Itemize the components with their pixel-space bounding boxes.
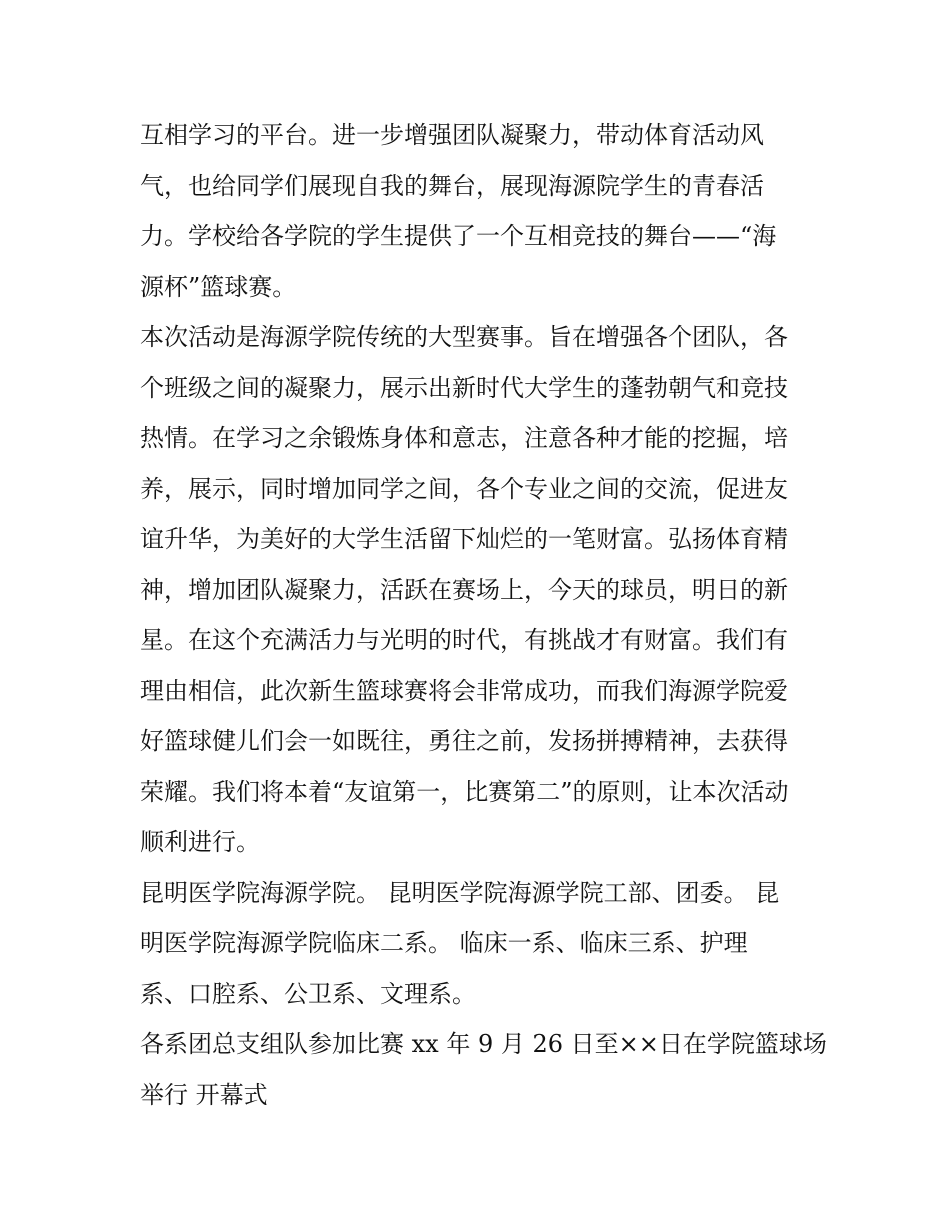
text-line: 热情。在学习之余锻炼身体和意志，注意各种才能的挖掘，培 [140,424,788,452]
paragraph [140,312,830,868]
text-line: 系、口腔系、公卫系、文理系。 [140,979,476,1008]
document-body [140,110,830,1120]
text-line: 各系团总支组队参加比赛 xx 年 9 月 26 日至××日在学院篮球场 [140,1030,827,1058]
text-line: 互相学习的平台。进一步增强团队凝聚力，带动体育活动风 [140,121,764,149]
text-line: 好篮球健儿们会一如既往，勇往之前，发扬拼搏精神，去获得 [140,727,788,755]
text-line: 明医学院海源学院临床二系。 临床一系、临床三系、护理 [140,929,748,957]
text-line: 养，展示，同时增加同学之间，各个专业之间的交流，促进友 [140,474,788,503]
paragraph [140,110,830,312]
text-line: 气，也给同学们展现自我的舞台，展现海源院学生的青春活 [140,171,764,200]
text-line: 源杯”篮球赛。 [140,272,297,301]
text-line: 谊升华，为美好的大学生活留下灿烂的一笔财富。弘扬体育精 [140,525,788,553]
text-line: 力。学校给各学院的学生提供了一个互相竞技的舞台——“海 [140,222,777,250]
text-line: 顺利进行。 [140,828,260,856]
text-line: 神，增加团队凝聚力，活跃在赛场上，今天的球员，明日的新 [140,575,788,604]
text-line: 昆明医学院海源学院。 昆明医学院海源学院工部、团委。 昆 [140,878,780,907]
text-line: 本次活动是海源学院传统的大型赛事。旨在增强各个团队，各 [140,323,788,351]
text-line: 理由相信，此次新生篮球赛将会非常成功，而我们海源学院爱 [140,676,788,705]
paragraph [140,868,830,1020]
text-line: 星。在这个充满活力与光明的时代，有挑战才有财富。我们有 [140,626,788,654]
text-line: 举行 开幕式 [140,1080,268,1109]
text-line: 个班级之间的凝聚力，展示出新时代大学生的蓬勃朝气和竞技 [140,373,788,402]
text-line: 荣耀。我们将本着“友谊第一，比赛第二”的原则，让本次活动 [140,777,789,806]
paragraph [140,1019,830,1120]
